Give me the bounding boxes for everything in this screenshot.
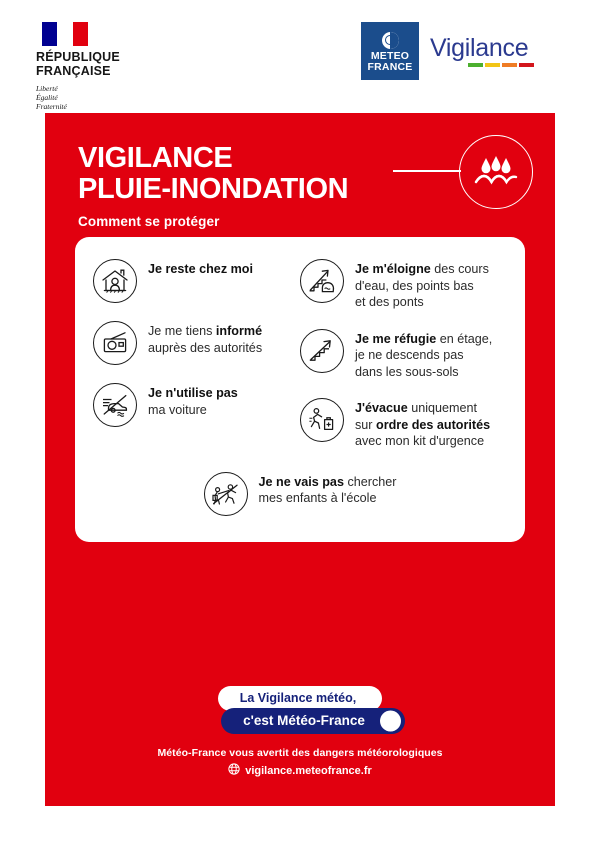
advice-line2-no-car: ma voiture [148, 402, 207, 417]
advice-text-go-upstairs [355, 329, 492, 381]
advice-item-avoid-waterways [300, 259, 507, 311]
stairs-away-from-water-icon [300, 259, 344, 303]
evacuate-emergency-kit-icon [300, 398, 344, 442]
advice-item-evacuate [300, 398, 507, 450]
advice-column-right [300, 259, 507, 468]
signature-bottom-text: c'est Météo-France [243, 713, 365, 728]
advice-bold-go-upstairs: Je me réfugie [355, 331, 437, 346]
signature-top-pill: La Vigilance météo, [218, 686, 382, 711]
level-bar-yellow [485, 63, 500, 67]
motto-egalite: Égalité [36, 93, 58, 102]
advice-row-centered [93, 472, 507, 516]
republique-francaise-logo [36, 22, 196, 111]
level-bar-orange [502, 63, 517, 67]
level-bar-red [519, 63, 534, 67]
advice-bold-evacuate: J'évacue [355, 401, 408, 415]
advice-card [75, 237, 525, 542]
advice-rest-evacuate: uniquement [407, 401, 478, 415]
radio-icon [93, 321, 137, 365]
advice-bold-stay-home: Je reste chez moi [148, 262, 253, 276]
republique-line-1: RÉPUBLIQUE [36, 50, 120, 64]
advice-line2-stay-informed: auprès des autorités [148, 340, 263, 355]
advice-line2-no-school-pickup: mes enfants à l'école [258, 491, 377, 505]
vigilance-level-bars [468, 63, 534, 67]
footer-url-row[interactable] [45, 763, 555, 778]
meteo-label: METEO [370, 49, 410, 62]
hazard-connector-line [393, 170, 461, 172]
advice-bold-avoid-waterways: Je m'éloigne [355, 262, 431, 276]
advice-column-left [93, 259, 300, 468]
motto-fraternite: Fraternité [36, 102, 67, 111]
advice-text-stay-informed [148, 321, 262, 356]
meteo-france-name [368, 51, 413, 73]
poster-header [45, 113, 555, 229]
vigilance-word: Vigilance [430, 34, 529, 62]
footer-tagline: Météo-France vous avertit des dangers météorologiques [157, 747, 443, 759]
france-label: FRANCE [367, 60, 413, 73]
advice-rest-avoid-waterways: des cours [430, 262, 489, 276]
advice-item-stay-informed [93, 321, 300, 365]
poster-title-line-2: PLUIE-INONDATION [78, 173, 349, 205]
advice-line2-bold-evacuate: ordre des autorités [376, 417, 491, 432]
meteo-france-vigilance-logo [361, 22, 564, 80]
poster-subtitle: Comment se protéger [78, 214, 220, 229]
advice-item-no-car [93, 383, 300, 427]
footer-url-text: vigilance.meteofrance.fr [245, 764, 372, 777]
advice-text-no-school-pickup [259, 472, 397, 507]
meteo-france-logo [361, 22, 419, 80]
vigilance-poster [45, 113, 555, 806]
signature-dot-icon [380, 711, 401, 732]
poster-footer [45, 686, 555, 778]
advice-line3-avoid-waterways: et des ponts [355, 295, 424, 309]
advice-bold-no-school-pickup: Je ne vais pas [258, 474, 344, 489]
french-flag-icon [42, 22, 88, 46]
advice-line2-prefix-evacuate: sur [355, 417, 376, 432]
advice-bold-stay-informed: informé [215, 324, 263, 338]
advice-text-avoid-waterways [355, 259, 489, 311]
advice-rest-go-upstairs: en étage, [436, 331, 493, 346]
advice-item-go-upstairs [300, 329, 507, 381]
rain-flood-icon [459, 135, 533, 209]
advice-line3-evacuate: avec mon kit d'urgence [355, 434, 485, 448]
advice-grid [93, 259, 507, 468]
vigilance-wordmark [430, 35, 534, 67]
advice-bold-no-car: Je n'utilise pas [148, 386, 238, 400]
signature-bottom-pill [221, 708, 405, 734]
no-school-pickup-icon [204, 472, 248, 516]
advice-line3-go-upstairs: dans les sous-sols [355, 364, 459, 379]
advice-line2-avoid-waterways: d'eau, des points bas [355, 278, 474, 293]
poster-title-line-1: VIGILANCE [78, 142, 233, 174]
advice-text-evacuate [355, 398, 490, 450]
advice-line2-go-upstairs: je ne descends pas [355, 348, 464, 362]
advice-item-no-school-pickup [204, 472, 397, 516]
level-bar-green [468, 63, 483, 67]
advice-rest-no-school-pickup: chercher [343, 474, 397, 489]
advice-text-stay-home [148, 259, 253, 278]
meteo-france-mark-icon [382, 32, 399, 49]
vigilance-signature [195, 686, 405, 734]
republique-line-2: FRANÇAISE [36, 63, 111, 78]
no-car-flood-icon [93, 383, 137, 427]
motto-liberte: Liberté [36, 84, 58, 93]
advice-lead-stay-informed: Je me tiens [148, 324, 216, 338]
republique-motto [36, 84, 196, 111]
advice-item-stay-home [93, 259, 300, 303]
advice-text-no-car [148, 383, 238, 418]
stairs-up-icon [300, 329, 344, 373]
globe-icon [228, 763, 240, 778]
page-header [0, 0, 600, 110]
house-shelter-icon [93, 259, 137, 303]
